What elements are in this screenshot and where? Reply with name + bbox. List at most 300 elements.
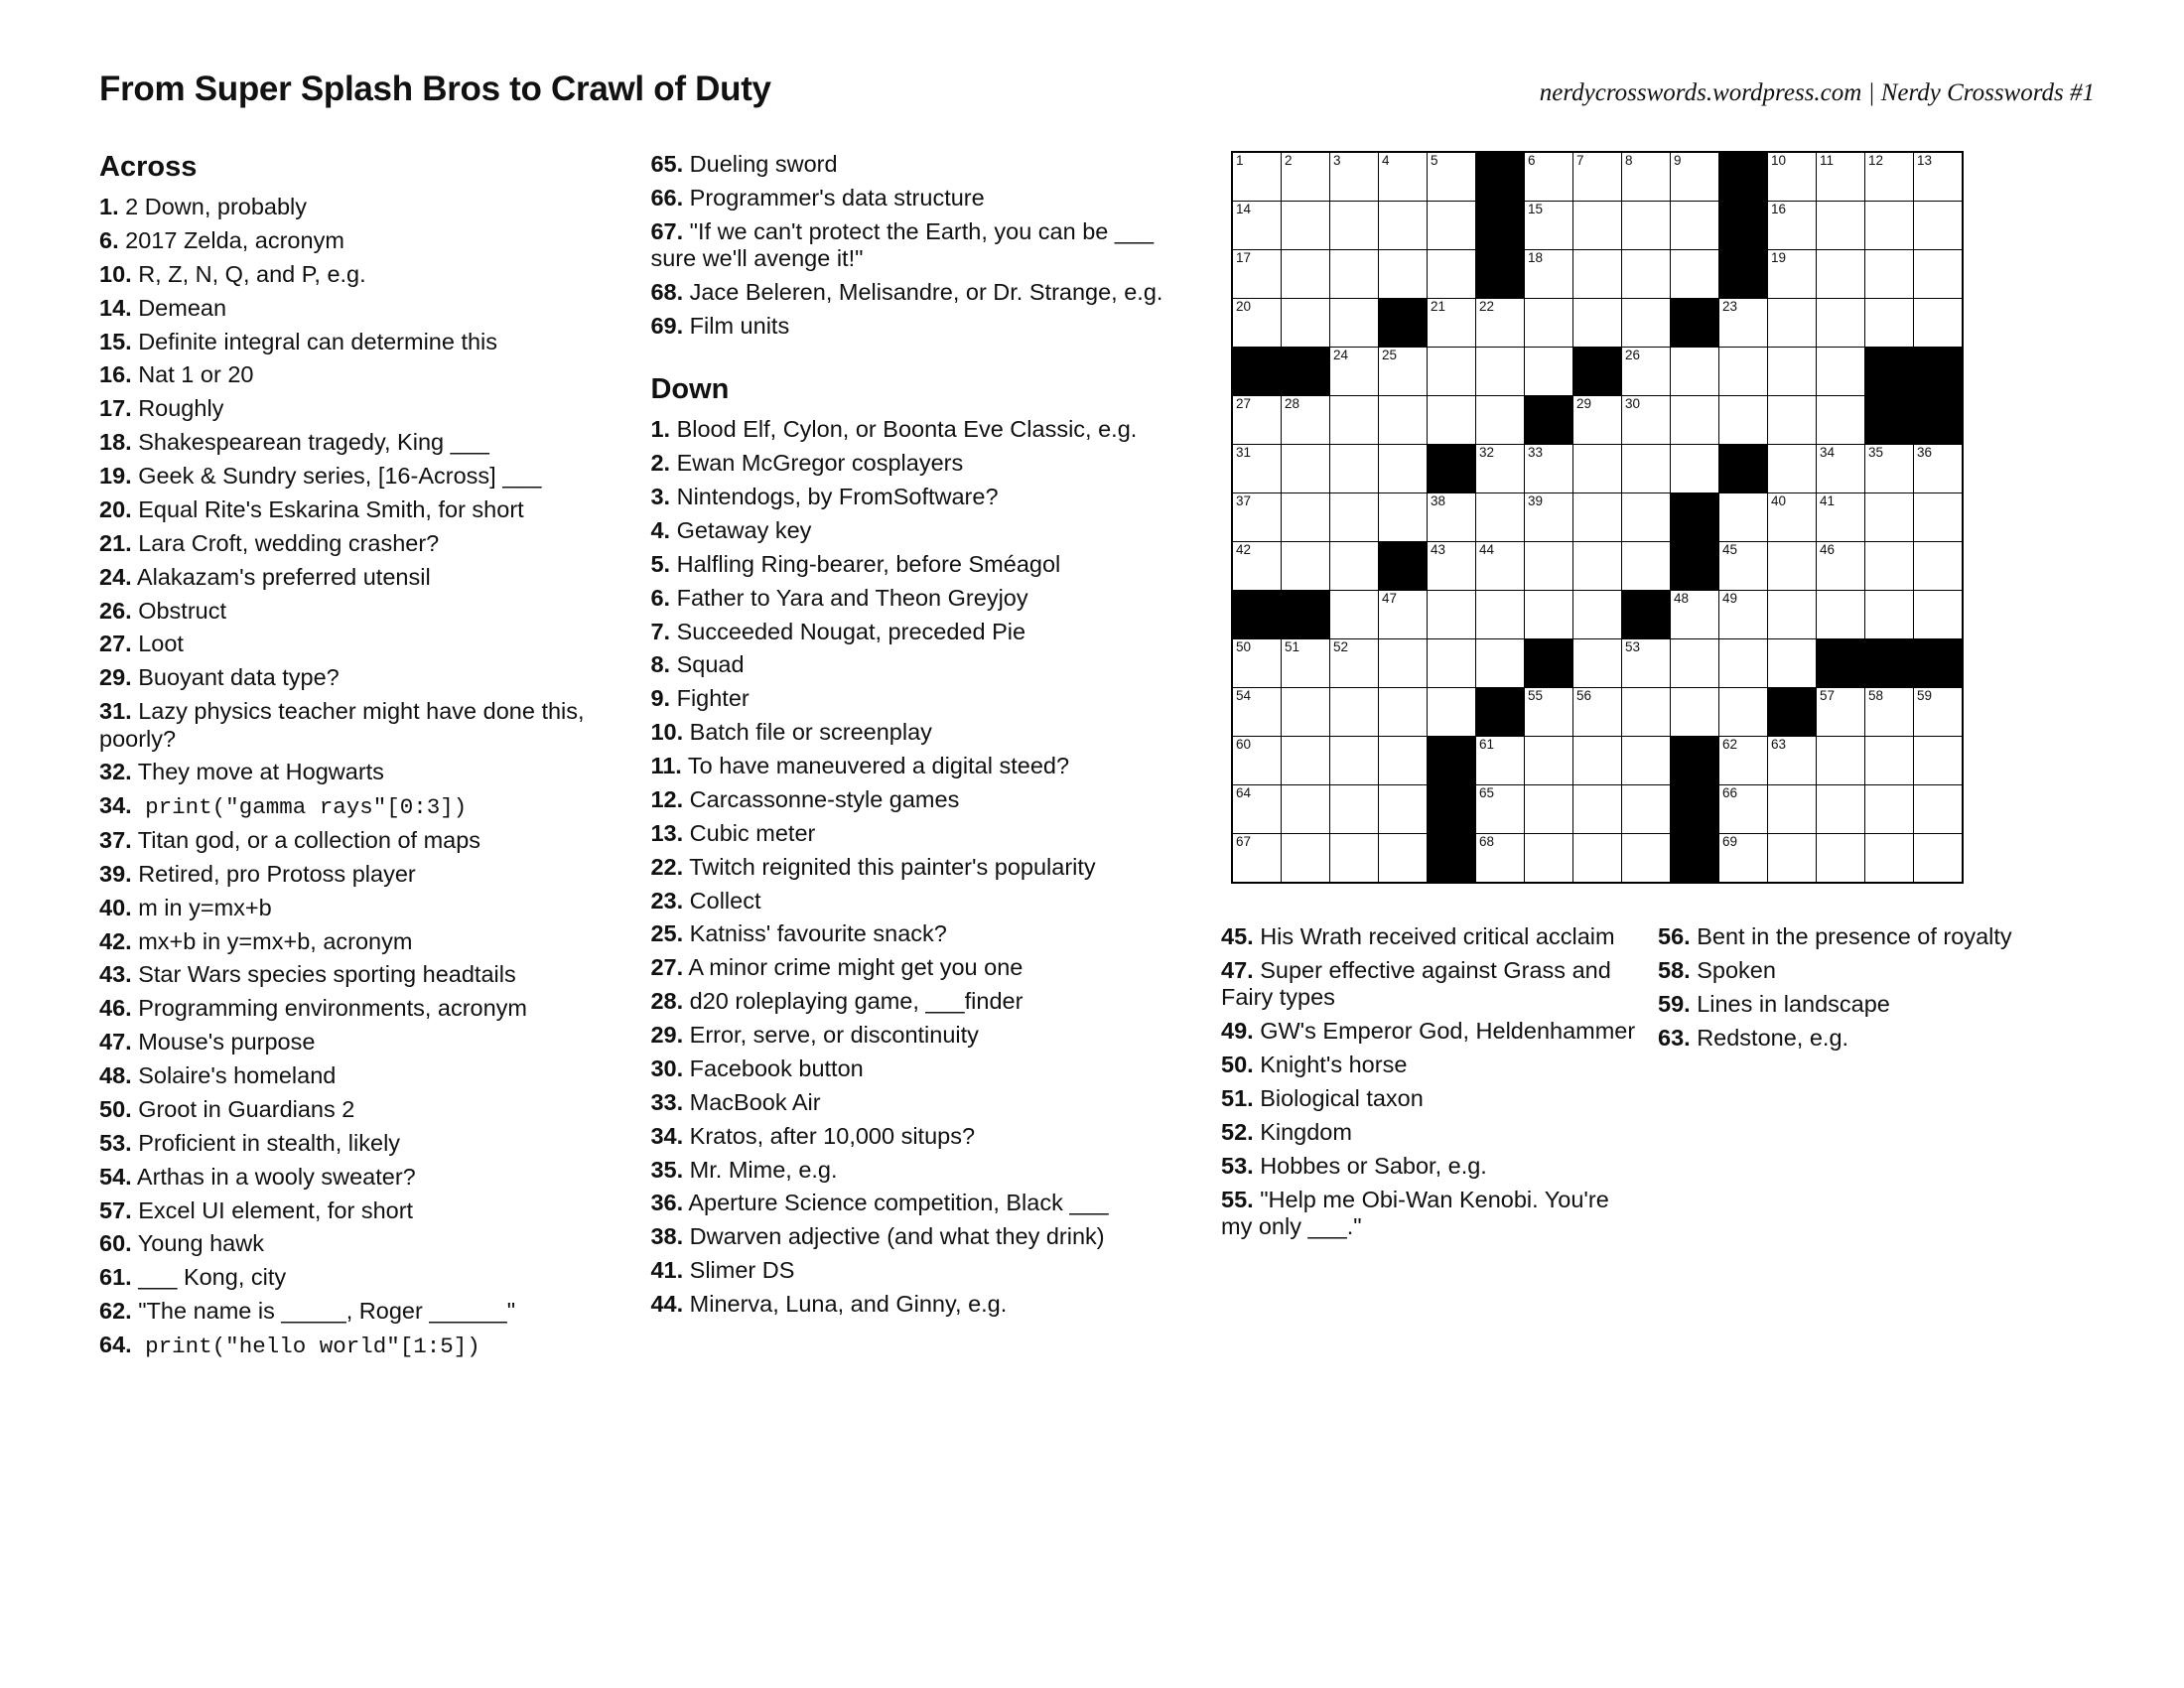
grid-cell[interactable] [1573, 250, 1622, 299]
grid-cell[interactable] [1428, 591, 1476, 639]
clue-text: Young hawk [131, 1230, 264, 1257]
clue-number: 11. [650, 753, 682, 778]
clue-text: Succeeded Nougat, preceded Pie [670, 618, 1026, 644]
grid-cell[interactable] [1525, 785, 1573, 834]
grid-cell[interactable] [1573, 688, 1622, 737]
clue-number: 51. [1221, 1084, 1254, 1111]
grid-cell[interactable] [1428, 152, 1476, 202]
grid-cell-number: 5 [1431, 153, 1438, 168]
grid-cell[interactable] [1719, 688, 1768, 737]
clue-text: Collect [683, 887, 761, 914]
clue-text: Programming environments, acronym [131, 995, 528, 1022]
grid-cell[interactable] [1232, 737, 1282, 785]
grid-cell-number: 11 [1820, 153, 1835, 168]
grid-row [1232, 785, 1963, 834]
grid-cell[interactable] [1865, 542, 1914, 591]
grid-cell[interactable] [1622, 348, 1671, 396]
clue-number: 16. [99, 361, 132, 388]
grid-cell[interactable] [1817, 688, 1865, 737]
grid-cell-number: 25 [1382, 348, 1398, 362]
grid-cell[interactable] [1768, 785, 1817, 834]
grid-cell[interactable] [1671, 639, 1719, 688]
grid-cell-number: 64 [1236, 785, 1252, 800]
grid-block-cell [1914, 639, 1964, 688]
grid-cell[interactable] [1719, 785, 1768, 834]
grid-cell[interactable] [1914, 445, 1964, 493]
grid-cell[interactable] [1622, 202, 1671, 250]
clue-item [650, 218, 1191, 273]
grid-cell[interactable] [1282, 250, 1330, 299]
grid-cell[interactable] [1282, 445, 1330, 493]
grid-cell[interactable] [1622, 834, 1671, 884]
grid-cell[interactable] [1525, 152, 1573, 202]
grid-cell[interactable] [1525, 299, 1573, 348]
clue-item [99, 564, 620, 591]
grid-block-cell [1428, 445, 1476, 493]
grid-cell[interactable] [1379, 785, 1428, 834]
grid-row [1232, 639, 1963, 688]
grid-cell[interactable] [1476, 591, 1525, 639]
clue-number: 56. [1658, 923, 1691, 949]
down-clue-list-3 [1658, 923, 2095, 1247]
grid-cell[interactable] [1525, 688, 1573, 737]
grid-cell[interactable] [1865, 591, 1914, 639]
clue-text: Dueling sword [683, 151, 838, 177]
grid-cell[interactable] [1914, 152, 1964, 202]
grid-cell[interactable] [1768, 493, 1817, 542]
grid-row [1232, 493, 1963, 542]
grid-cell[interactable] [1768, 250, 1817, 299]
grid-cell[interactable] [1476, 396, 1525, 445]
grid-block-cell [1671, 785, 1719, 834]
grid-cell[interactable] [1865, 152, 1914, 202]
grid-cell[interactable] [1525, 250, 1573, 299]
grid-cell[interactable] [1379, 396, 1428, 445]
grid-cell[interactable] [1476, 639, 1525, 688]
grid-cell[interactable] [1817, 396, 1865, 445]
grid-cell[interactable] [1573, 785, 1622, 834]
across-clue-list-1 [99, 194, 620, 1359]
clue-item [99, 361, 620, 388]
grid-cell[interactable] [1914, 834, 1964, 884]
grid-cell[interactable] [1232, 202, 1282, 250]
grid-cell[interactable] [1525, 542, 1573, 591]
clue-text: Titan god, or a collection of maps [131, 826, 481, 853]
grid-cell[interactable] [1671, 250, 1719, 299]
grid-cell[interactable] [1379, 688, 1428, 737]
clue-number: 30. [650, 1055, 684, 1081]
grid-cell[interactable] [1428, 396, 1476, 445]
grid-cell[interactable] [1719, 591, 1768, 639]
crossword-grid[interactable] [1231, 151, 1964, 884]
clue-text: Equal Rite's Eskarina Smith, for short [131, 495, 524, 522]
grid-cell[interactable] [1573, 737, 1622, 785]
grid-cell[interactable] [1817, 250, 1865, 299]
grid-cell[interactable] [1525, 834, 1573, 884]
grid-cell[interactable] [1573, 299, 1622, 348]
clue-item [650, 820, 1191, 847]
grid-cell[interactable] [1573, 591, 1622, 639]
grid-cell-number: 45 [1722, 542, 1738, 557]
grid-cell[interactable] [1282, 834, 1330, 884]
grid-cell[interactable] [1622, 396, 1671, 445]
grid-cell[interactable] [1573, 493, 1622, 542]
grid-cell[interactable] [1330, 785, 1379, 834]
grid-cell[interactable] [1914, 688, 1964, 737]
grid-cell[interactable] [1330, 348, 1379, 396]
grid-block-cell [1719, 445, 1768, 493]
clue-item [99, 329, 620, 355]
grid-cell[interactable] [1817, 202, 1865, 250]
down-clue-list-2 [1221, 923, 1658, 1247]
grid-cell[interactable] [1379, 639, 1428, 688]
grid-cell[interactable] [1573, 639, 1622, 688]
grid-cell[interactable] [1719, 737, 1768, 785]
grid-block-cell [1914, 348, 1964, 396]
grid-cell[interactable] [1914, 591, 1964, 639]
grid-cell[interactable] [1573, 152, 1622, 202]
clue-number: 42. [99, 927, 132, 954]
clue-number: 29. [99, 664, 132, 691]
grid-cell[interactable] [1671, 591, 1719, 639]
grid-cell[interactable] [1622, 250, 1671, 299]
grid-cell[interactable] [1379, 493, 1428, 542]
grid-cell[interactable] [1768, 299, 1817, 348]
grid-cell[interactable] [1768, 202, 1817, 250]
grid-cell[interactable] [1817, 785, 1865, 834]
clue-number: 39. [99, 860, 132, 887]
clue-item [99, 895, 620, 921]
grid-cell[interactable] [1330, 299, 1379, 348]
grid-cell[interactable] [1865, 250, 1914, 299]
grid-cell[interactable] [1817, 445, 1865, 493]
grid-cell[interactable] [1428, 542, 1476, 591]
grid-block-cell [1476, 688, 1525, 737]
grid-cell[interactable] [1719, 542, 1768, 591]
grid-cell[interactable] [1330, 542, 1379, 591]
grid-cell-number: 46 [1820, 542, 1836, 557]
grid-block-cell [1671, 834, 1719, 884]
grid-cell[interactable] [1525, 348, 1573, 396]
grid-cell[interactable] [1817, 493, 1865, 542]
grid-cell[interactable] [1768, 639, 1817, 688]
grid-cell[interactable] [1282, 639, 1330, 688]
grid-cell[interactable] [1719, 493, 1768, 542]
grid-cell[interactable] [1622, 493, 1671, 542]
grid-cell[interactable] [1282, 493, 1330, 542]
clue-number: 22. [650, 853, 684, 880]
grid-block-cell [1476, 202, 1525, 250]
grid-cell[interactable] [1282, 737, 1330, 785]
grid-block-cell [1525, 396, 1573, 445]
grid-cell[interactable] [1865, 834, 1914, 884]
clue-item [99, 1062, 620, 1089]
grid-cell[interactable] [1282, 202, 1330, 250]
grid-cell[interactable] [1622, 299, 1671, 348]
clue-number: 18. [99, 429, 132, 456]
clue-number: 23. [650, 887, 684, 914]
clue-number: 55. [1221, 1186, 1254, 1212]
grid-cell[interactable] [1671, 348, 1719, 396]
grid-cell[interactable] [1768, 591, 1817, 639]
clue-item [1221, 1187, 1638, 1241]
grid-cell[interactable] [1671, 202, 1719, 250]
grid-cell-number: 15 [1528, 202, 1544, 216]
grid-cell[interactable] [1232, 834, 1282, 884]
grid-cell[interactable] [1282, 152, 1330, 202]
grid-cell[interactable] [1428, 348, 1476, 396]
clue-number: 54. [99, 1163, 132, 1190]
grid-cell[interactable] [1428, 639, 1476, 688]
grid-cell[interactable] [1573, 445, 1622, 493]
grid-cell[interactable] [1232, 493, 1282, 542]
grid-cell[interactable] [1379, 250, 1428, 299]
clue-number: 9. [650, 685, 671, 712]
grid-cell[interactable] [1525, 445, 1573, 493]
grid-cell[interactable] [1476, 542, 1525, 591]
grid-cell[interactable] [1476, 445, 1525, 493]
grid-cell[interactable] [1573, 396, 1622, 445]
grid-cell[interactable] [1865, 688, 1914, 737]
grid-cell[interactable] [1914, 542, 1964, 591]
grid-cell[interactable] [1282, 688, 1330, 737]
grid-cell[interactable] [1379, 202, 1428, 250]
clue-item [650, 279, 1191, 306]
grid-cell[interactable] [1282, 396, 1330, 445]
grid-cell[interactable] [1525, 493, 1573, 542]
clue-text: Geek & Sundry series, [16-Across] ___ [131, 463, 542, 489]
grid-block-cell [1719, 202, 1768, 250]
clue-text: print("gamma rays"[0:3]) [131, 794, 468, 821]
grid-cell[interactable] [1232, 445, 1282, 493]
grid-cell[interactable] [1817, 737, 1865, 785]
grid-cell[interactable] [1865, 493, 1914, 542]
grid-cell[interactable] [1914, 785, 1964, 834]
grid-cell[interactable] [1914, 737, 1964, 785]
clue-text: Programmer's data structure [683, 184, 985, 211]
grid-cell[interactable] [1914, 493, 1964, 542]
grid-cell-number: 37 [1236, 493, 1252, 508]
grid-cell[interactable] [1330, 396, 1379, 445]
grid-cell[interactable] [1379, 348, 1428, 396]
clue-text: Retired, pro Protoss player [131, 860, 416, 887]
clue-text: Alakazam's preferred utensil [131, 563, 431, 590]
grid-cell-number: 69 [1722, 834, 1738, 849]
grid-cell-number: 38 [1431, 493, 1446, 508]
grid-cell[interactable] [1330, 202, 1379, 250]
clue-item [650, 517, 1191, 544]
grid-cell[interactable] [1330, 688, 1379, 737]
grid-cell[interactable] [1817, 348, 1865, 396]
grid-cell-number: 30 [1625, 396, 1641, 411]
grid-cell[interactable] [1865, 737, 1914, 785]
grid-cell-number: 62 [1722, 737, 1738, 752]
grid-cell[interactable] [1719, 348, 1768, 396]
grid-cell[interactable] [1622, 737, 1671, 785]
grid-cell[interactable] [1330, 639, 1379, 688]
clue-item [99, 995, 620, 1022]
grid-cell[interactable] [1379, 445, 1428, 493]
grid-cell-number: 40 [1771, 493, 1787, 508]
grid-cell[interactable] [1282, 785, 1330, 834]
grid-cell-number: 9 [1674, 153, 1682, 168]
grid-cell[interactable] [1671, 445, 1719, 493]
grid-cell-number: 28 [1285, 396, 1300, 411]
grid-cell[interactable] [1330, 250, 1379, 299]
clue-item [99, 1264, 620, 1291]
grid-cell[interactable] [1914, 202, 1964, 250]
grid-cell[interactable] [1817, 591, 1865, 639]
grid-cell[interactable] [1232, 299, 1282, 348]
grid-cell[interactable] [1232, 250, 1282, 299]
clue-text: m in y=mx+b [131, 894, 272, 920]
grid-cell[interactable] [1719, 299, 1768, 348]
clue-number: 27. [99, 631, 132, 657]
grid-cell[interactable] [1428, 688, 1476, 737]
grid-block-cell [1671, 493, 1719, 542]
grid-cell[interactable] [1428, 493, 1476, 542]
grid-cell[interactable] [1817, 542, 1865, 591]
grid-cell[interactable] [1622, 542, 1671, 591]
clue-item [99, 631, 620, 657]
grid-cell[interactable] [1865, 202, 1914, 250]
grid-cell-number: 35 [1868, 445, 1884, 460]
grid-cell[interactable] [1865, 299, 1914, 348]
clue-text: A minor crime might get you one [683, 954, 1024, 981]
grid-cell[interactable] [1525, 737, 1573, 785]
grid-cell[interactable] [1622, 688, 1671, 737]
clue-item [1658, 991, 2075, 1018]
grid-cell[interactable] [1232, 688, 1282, 737]
grid-row [1232, 688, 1963, 737]
grid-cell[interactable] [1622, 785, 1671, 834]
grid-cell[interactable] [1232, 785, 1282, 834]
grid-cell[interactable] [1573, 542, 1622, 591]
clue-item [99, 261, 620, 288]
grid-cell-number: 20 [1236, 299, 1252, 314]
clue-item [650, 585, 1191, 612]
grid-cell[interactable] [1476, 299, 1525, 348]
grid-cell[interactable] [1671, 396, 1719, 445]
clue-item [1221, 1085, 1638, 1112]
grid-cell[interactable] [1476, 348, 1525, 396]
grid-cell[interactable] [1379, 834, 1428, 884]
grid-cell[interactable] [1622, 445, 1671, 493]
clue-text: "If we can't protect the Earth, you can be ___ sure we'll avenge it!" [650, 217, 1155, 272]
grid-cell[interactable] [1817, 152, 1865, 202]
grid-cell-number: 63 [1771, 737, 1787, 752]
grid-cell[interactable] [1476, 785, 1525, 834]
grid-cell[interactable] [1330, 152, 1379, 202]
grid-cell[interactable] [1865, 785, 1914, 834]
grid-cell[interactable] [1768, 445, 1817, 493]
clue-number: 27. [650, 954, 684, 981]
clue-text: Bent in the presence of royalty [1690, 923, 2012, 949]
grid-cell[interactable] [1476, 834, 1525, 884]
grid-cell[interactable] [1476, 493, 1525, 542]
grid-cell[interactable] [1232, 542, 1282, 591]
clue-item [1221, 923, 1638, 950]
grid-cell[interactable] [1428, 202, 1476, 250]
clue-text: Lara Croft, wedding crasher? [131, 529, 440, 556]
grid-cell[interactable] [1330, 591, 1379, 639]
clue-item [99, 861, 620, 888]
grid-cell[interactable] [1768, 737, 1817, 785]
grid-cell[interactable] [1428, 299, 1476, 348]
grid-cell[interactable] [1622, 152, 1671, 202]
grid-cell[interactable] [1768, 834, 1817, 884]
grid-cell[interactable] [1379, 152, 1428, 202]
grid-cell-number: 65 [1479, 785, 1495, 800]
grid-cell[interactable] [1330, 834, 1379, 884]
grid-cell[interactable] [1379, 737, 1428, 785]
grid-cell[interactable] [1330, 737, 1379, 785]
clue-text: Redstone, e.g. [1690, 1024, 1849, 1051]
down-clues-below-grid [1221, 923, 2095, 1247]
clue-text: Lines in landscape [1690, 990, 1890, 1017]
grid-cell[interactable] [1622, 639, 1671, 688]
clue-text: Roughly [131, 395, 224, 422]
grid-cell[interactable] [1525, 591, 1573, 639]
grid-cell[interactable] [1525, 202, 1573, 250]
grid-cell[interactable] [1914, 299, 1964, 348]
grid-row [1232, 591, 1963, 639]
grid-block-cell [1865, 396, 1914, 445]
clue-text: "Help me Obi-Wan Kenobi. You're my only ___." [1221, 1186, 1609, 1239]
grid-row [1232, 348, 1963, 396]
grid-cell[interactable] [1865, 445, 1914, 493]
grid-cell[interactable] [1330, 445, 1379, 493]
grid-cell[interactable] [1232, 152, 1282, 202]
grid-cell[interactable] [1768, 542, 1817, 591]
clue-item [650, 450, 1191, 477]
grid-cell[interactable] [1817, 299, 1865, 348]
clue-number: 43. [99, 961, 132, 988]
grid-cell[interactable] [1232, 396, 1282, 445]
grid-cell[interactable] [1719, 834, 1768, 884]
grid-cell[interactable] [1379, 591, 1428, 639]
grid-cell[interactable] [1573, 834, 1622, 884]
clue-text: Super effective against Grass and Fairy types [1221, 956, 1611, 1011]
grid-cell[interactable] [1671, 688, 1719, 737]
clue-item [650, 1022, 1191, 1049]
grid-cell[interactable] [1719, 396, 1768, 445]
grid-cell[interactable] [1768, 348, 1817, 396]
clue-item [650, 719, 1191, 746]
grid-cell-number: 57 [1820, 688, 1836, 703]
grid-cell[interactable] [1817, 834, 1865, 884]
clue-item [650, 786, 1191, 813]
grid-cell[interactable] [1914, 250, 1964, 299]
grid-cell[interactable] [1671, 152, 1719, 202]
grid-cell[interactable] [1768, 396, 1817, 445]
grid-cell[interactable] [1573, 202, 1622, 250]
grid-cell[interactable] [1282, 299, 1330, 348]
grid-cell[interactable] [1282, 542, 1330, 591]
grid-cell[interactable] [1768, 152, 1817, 202]
grid-cell-number: 10 [1771, 153, 1787, 168]
grid-cell[interactable] [1232, 639, 1282, 688]
grid-cell[interactable] [1428, 250, 1476, 299]
clue-item [99, 1230, 620, 1257]
clue-item [650, 551, 1191, 578]
grid-cell[interactable] [1476, 737, 1525, 785]
grid-block-cell [1817, 639, 1865, 688]
grid-cell[interactable] [1719, 639, 1768, 688]
grid-cell[interactable] [1330, 493, 1379, 542]
grid-block-cell [1476, 250, 1525, 299]
grid-row [1232, 445, 1963, 493]
